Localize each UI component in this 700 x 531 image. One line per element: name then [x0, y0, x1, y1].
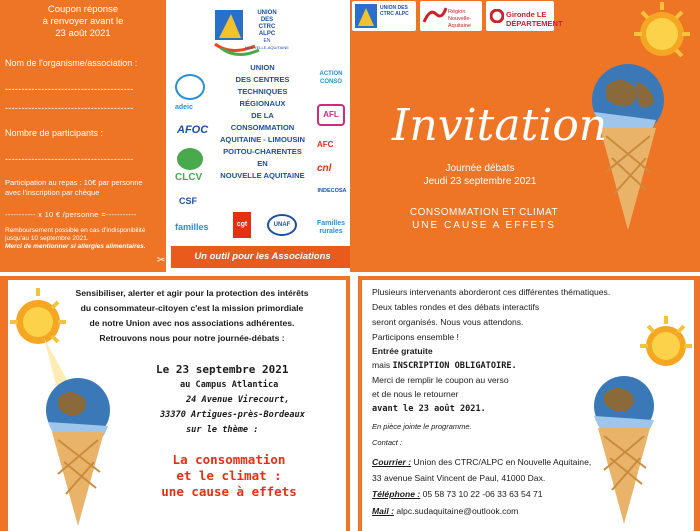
members-title: UNION DES CENTRES TECHNIQUES RÉGIONAUX DE LA CONSOMMATION AQUITAINE - LIMOUSIN POITOU-CHARENTES EN NOUVELLE AQUITAINE [219, 63, 306, 180]
partner-logo-gironde: Gironde LE DÉPARTEMENT [486, 1, 554, 31]
member-logo-afc: AFC [317, 140, 334, 149]
member-logo-adeic: adeic [175, 104, 193, 111]
sun-icon [640, 316, 692, 366]
event-theme: CONSOMMATION ET CLIMAT UNE CAUSE A EFFETS [409, 207, 559, 231]
meal-info: Participation au repas : 10€ par personne avec l'inscription par chèque [5, 178, 143, 197]
deadline: avant le 23 août 2021. [372, 404, 486, 414]
member-logo-familles-rurales: Familles rurales [316, 220, 345, 235]
member-logo-action-conso: ACTION CONSO [319, 71, 343, 85]
member-logo-indecosa: INDECOSA [317, 188, 347, 194]
member-logo-circle [175, 74, 205, 100]
total-line: ----------- x 10 € /personne =----------- [5, 210, 137, 219]
event-date: Le 23 septembre 2021 [156, 363, 289, 376]
contact-street: 33 avenue Saint Vincent de Paul, 41000 Dax. [372, 473, 546, 483]
invitation-panel [350, 0, 700, 272]
coupon-panel [0, 0, 166, 272]
ice-cream-sun-illustration-right [584, 312, 694, 528]
contact-phone[interactable]: Téléphone : 05 58 73 10 22 -06 33 63 54 71 [372, 489, 543, 499]
details-line-1: Plusieurs intervenants aborderont ces différentes thématiques. [372, 287, 611, 297]
details-card [362, 280, 694, 531]
event-street: 24 Avenue Virecourt, [186, 395, 290, 405]
member-logo-cgt: cgt [233, 212, 251, 238]
union-mark-icon [355, 4, 377, 28]
gironde-mark-icon [490, 9, 504, 23]
intro-text: Sensibiliser, alerter et agir pour la protection des intérêts du consommateur-citoyen c'est la mission primordiale de notre Union avec nos associations adhérentes. Retrouvons nous pour notre journée-débats : [75, 288, 309, 343]
details-line-2: Deux tables rondes et des débats interactifs [372, 302, 540, 312]
coupon-header: Coupon réponse à renvoyer avant le 23 août 2021 [42, 4, 124, 39]
invitation-title: Invitation [392, 100, 608, 151]
ice-cream-icon [46, 378, 110, 526]
partner-logo-union: UNION DES CTRC ALPC [352, 1, 416, 31]
details-line-3: seront organisés. Nous vous attendons. [372, 317, 524, 327]
member-logo-cnl: cnl [317, 163, 332, 174]
logo-line-2: DES [260, 17, 274, 23]
event-city: 33370 Artigues-près-Bordeaux [160, 410, 305, 420]
event-venue: au Campus Atlantica [180, 380, 279, 390]
region-mark-icon [422, 4, 448, 28]
sun-icon [634, 2, 690, 56]
contact-mail-address: Courrier : Union des CTRC/ALPC en Nouvelle Aquitaine, [372, 457, 592, 467]
participants-line: --------------------------------------- [5, 154, 134, 164]
org-label: Nom de l'organisme/association : [5, 58, 138, 68]
logo-line-6: NOUVELLE-AQUITAINE [245, 45, 289, 50]
theme-label: sur le thème : [186, 425, 259, 435]
free-entry: Entrée gratuite [372, 346, 433, 356]
contact-label: Contact : [372, 438, 403, 447]
intro-card [8, 280, 346, 531]
partner-logo-region: Région Nouvelle-Aquitaine [420, 1, 482, 31]
scissors-icon: ✂ [157, 255, 166, 266]
member-logo-afl: AFL [317, 104, 345, 126]
details-panel [358, 276, 700, 531]
org-line-2: --------------------------------------- [5, 103, 134, 113]
union-logo [211, 4, 291, 60]
logo-line-4: ALPC [258, 31, 276, 37]
member-logo-clcv-mark [177, 148, 203, 170]
event-subtitle: Journée débats Jeudi 23 septembre 2021 [423, 163, 537, 187]
tagline-band: Un outil pour les Associations [171, 246, 354, 268]
member-logo-csf: CSF [179, 196, 197, 206]
details-line-8: et de nous le retourner [372, 389, 459, 399]
intro-theme: La consommation et le climat : une cause à effets [161, 452, 297, 499]
members-panel [171, 0, 354, 272]
logo-line-5: EN [263, 38, 271, 44]
contact-email[interactable]: Mail : alpc.sudaquitaine@outlook.com [372, 506, 519, 516]
participants-label: Nombre de participants : [5, 128, 104, 138]
member-logo-clcv: CLCV [175, 172, 203, 183]
member-logo-familles: familles [175, 222, 209, 232]
registration-required: mais INSCRIPTION OBLIGATOIRE. [372, 360, 517, 371]
logo-line-3: CTRC [258, 24, 276, 30]
attachment-note: En pièce jointe le programme. [372, 422, 472, 431]
ice-cream-icon [594, 376, 654, 524]
details-line-7: Merci de remplir le coupon au verso [372, 375, 509, 385]
member-logo-unaf: UNAF [267, 214, 297, 236]
refund-info: Remboursement possible en cas d'indisponibilité jusqu'au 10 septembre 2021. Merci de mentionner si allergies alimentaires. [5, 227, 146, 250]
details-line-4: Participons ensemble ! [372, 332, 459, 342]
intro-panel [0, 276, 350, 531]
logo-line-1: UNION [257, 10, 277, 16]
member-logo-afoc: AFOC [177, 124, 209, 136]
org-line-1: --------------------------------------- [5, 84, 134, 94]
